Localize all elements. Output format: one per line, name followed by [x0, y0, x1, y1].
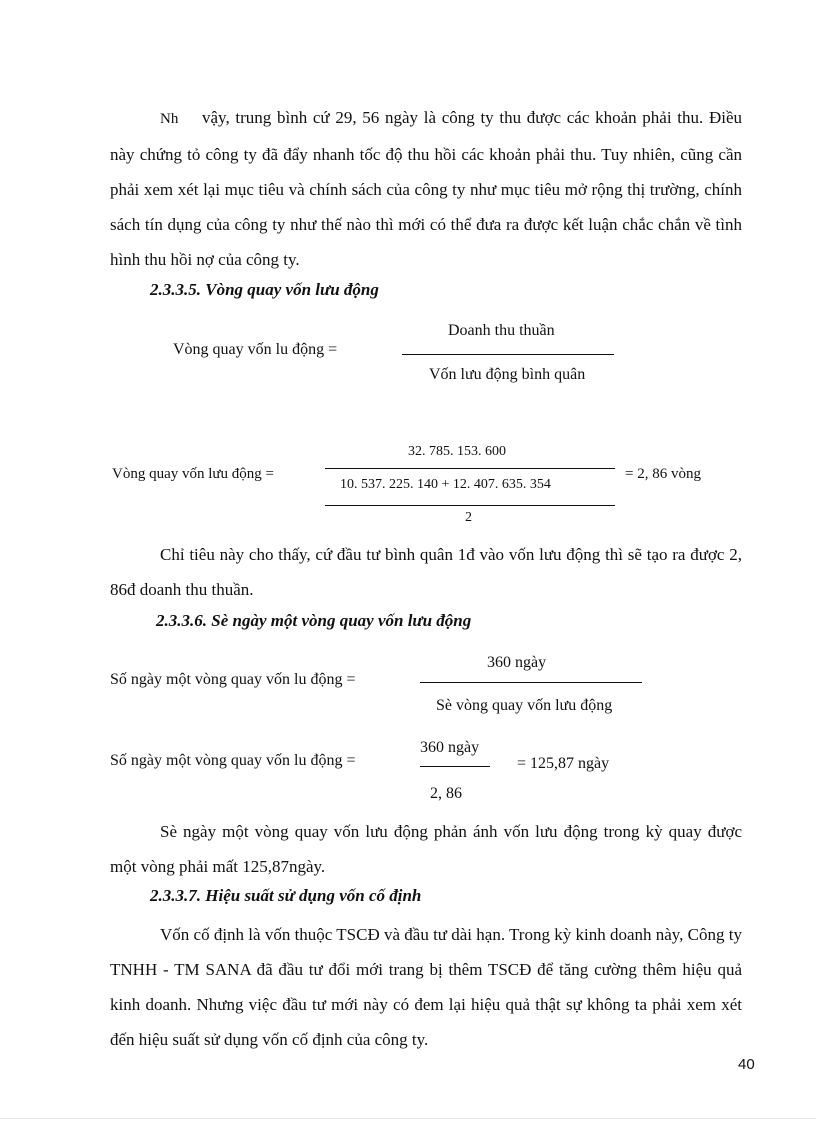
formula4-lhs: Số ngày một vòng quay vốn lu động =	[110, 752, 356, 769]
paragraph-receivables-conclusion	[110, 100, 742, 277]
formula2-inner-sum: 10. 537. 225. 140 + 12. 407. 635. 354	[340, 477, 551, 492]
heading-fixed-capital-efficiency: 2.3.3.7. Hiệu suất sử dụng vốn cố định	[150, 886, 422, 905]
page-bottom-divider	[0, 1118, 816, 1119]
formula2-main-fraction-line	[325, 468, 615, 469]
formula3-denominator: Sè vòng quay vốn lưu động	[436, 697, 613, 714]
formula2-numerator: 32. 785. 153. 600	[408, 444, 506, 459]
paragraph-body: Chỉ tiêu này cho thấy, cứ đầu tư bình quân 1đ vào vốn lưu động thì sẽ tạo ra được 2, 86đ doanh thu thuần.	[110, 545, 742, 599]
formula2-divisor-line	[325, 505, 615, 506]
paragraph-body: vậy, trung bình cứ 29, 56 ngày là công ty thu được các khoản phải thu. Điều này chứng tỏ công ty đã đẩy nhanh tốc độ thu hồi các khoản phải thu. Tuy nhiên, cũng cần phải xem xét lại mục tiêu và chính sách của công ty như mục tiêu mở rộng thị trường, chính sách tín dụng của công ty như thế nào thì mới có thể đưa ra được kết luận chắc chắn về tình hình thu hồi nợ của công ty.	[110, 108, 742, 269]
paragraph-body: Vốn cố định là vốn thuộc TSCĐ và đầu tư dài hạn. Trong kỳ kinh doanh này, Công ty TNHH - TM SANA đã đầu tư đổi mới trang bị thêm TSCĐ để tăng cường thêm hiệu quả kinh doanh. Nhưng việc đầu tư mới này có đem lại hiệu quả thật sự không ta phải xem xét đến hiệu suất sử dụng vốn cố định của công ty.	[110, 925, 742, 1049]
formula2-result: = 2, 86 vòng	[625, 466, 701, 482]
formula1-numerator: Doanh thu thuần	[448, 322, 555, 339]
formula4-numerator: 360 ngày	[420, 739, 480, 756]
paragraph-fixed-capital	[110, 917, 742, 1057]
paragraph-body: Sè ngày một vòng quay vốn lưu động phản ánh vốn lưu động trong kỳ quay được một vòng phải mất 125,87ngày.	[110, 822, 742, 876]
heading-working-capital-turnover: 2.3.3.5. Vòng quay vốn lưu động	[150, 280, 379, 299]
heading-days-per-turnover: 2.3.3.6. Sè ngày một vòng quay vốn lưu động	[156, 611, 472, 630]
formula3-fraction-line	[420, 682, 642, 683]
formula2-divisor: 2	[465, 510, 472, 525]
formula4-result: = 125,87 ngày	[517, 755, 610, 772]
formula4-denominator: 2, 86	[430, 785, 462, 802]
paragraph-days-interpretation	[110, 814, 742, 884]
formula3-lhs: Số ngày một vòng quay vốn lu động =	[110, 671, 356, 688]
formula4-fraction-line	[420, 766, 490, 767]
formula2-lhs: Vòng quay vốn lưu động =	[112, 466, 274, 482]
formula1-fraction-line	[402, 354, 614, 355]
paragraph-turnover-interpretation	[110, 537, 742, 607]
paragraph-lead-fragment: Nh	[160, 111, 179, 127]
formula3-numerator: 360 ngày	[487, 654, 547, 671]
formula1-denominator: Vốn lưu động bình quân	[429, 366, 586, 383]
formula1-lhs: Vòng quay vốn lu động =	[173, 341, 338, 358]
page-number: 40	[738, 1056, 755, 1073]
